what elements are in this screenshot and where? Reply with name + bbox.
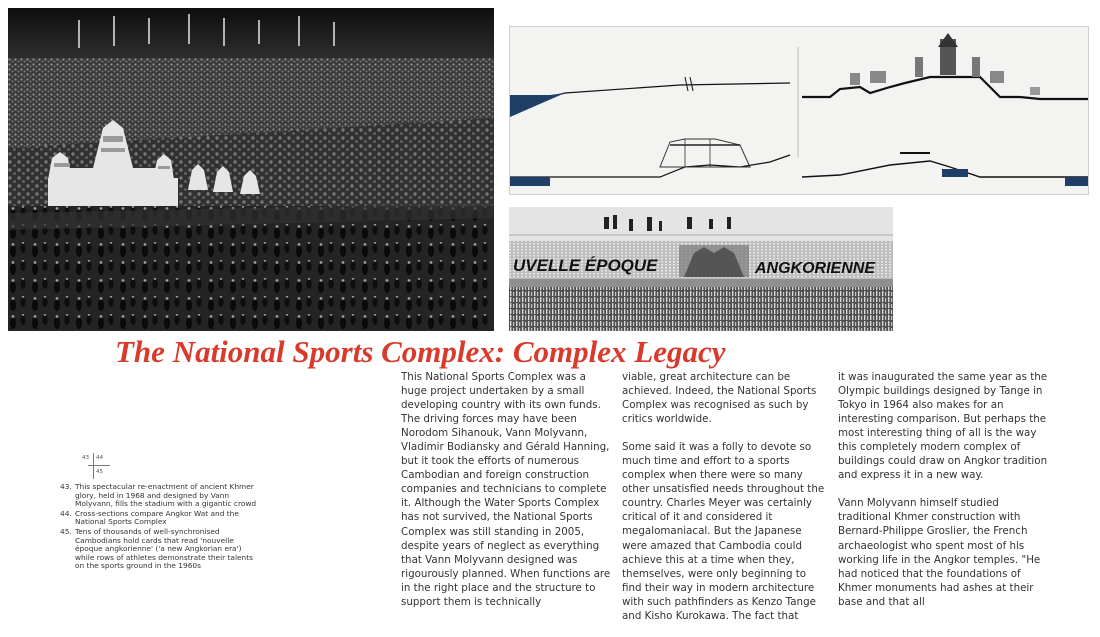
banner-word-1: UVELLE ÉPOQUE bbox=[513, 256, 658, 275]
nouvelle-epoque-banner-photo bbox=[509, 207, 893, 331]
figure-key-43: 43 bbox=[82, 455, 89, 461]
article-title: The National Sports Complex: Complex Legacy bbox=[115, 334, 726, 369]
cross-section-drawing bbox=[509, 26, 1089, 195]
caption-item bbox=[60, 483, 260, 509]
caption-item bbox=[60, 528, 260, 571]
stadium-reenactment-photo bbox=[8, 8, 494, 331]
body-column-2 bbox=[622, 370, 827, 637]
cross-section-diagram bbox=[510, 27, 1089, 195]
caption-text: Cross-sections compare Angkor Wat and the National Sports Complex bbox=[75, 508, 239, 527]
body-column-1 bbox=[401, 370, 611, 623]
caption-item bbox=[60, 510, 260, 527]
caption-number: 43. bbox=[60, 482, 72, 491]
figure-key-44: 44 bbox=[96, 455, 103, 461]
banner-scene bbox=[509, 207, 893, 331]
caption-text: This spectacular re-enactment of ancient Khmer glory, held in 1968 and designed by Vann Molyvann, fills the stadium with a gigantic crowd bbox=[75, 482, 257, 509]
body-paragraph: it was inaugurated the same year as the Olympic buildings designed by Tange in Tokyo in 1964 also makes for an interesting comparison. But perhaps the most interesting thing of all is the way this completely modern complex of buildings could draw on Angkor tradition and express it in a new way. bbox=[838, 371, 1048, 482]
figure-key-45: 45 bbox=[96, 469, 103, 475]
caption-number: 45. bbox=[60, 526, 72, 536]
stadium-scene bbox=[8, 8, 494, 331]
figure-key-vertical-rule bbox=[93, 453, 94, 479]
figure-key bbox=[82, 453, 128, 479]
body-paragraph: Vann Molyvann himself studied traditional Khmer construction with Bernard-Philippe Groslier, the French archaeologist who spent most of his working life in the Angkor temples. "He had noticed that the foundations of Khmer monuments had ashes at their base and that all bbox=[838, 497, 1041, 608]
figure-captions bbox=[60, 483, 260, 572]
banner-word-2: ANGKORIENNE bbox=[755, 260, 876, 277]
caption-number: 44. bbox=[60, 508, 72, 518]
body-paragraph: viable, great architecture can be achieved. Indeed, the National Sports Complex was recognised as such by critics worldwide. bbox=[622, 371, 817, 426]
body-column-3 bbox=[838, 370, 1048, 623]
body-paragraph: Some said it was a folly to devote so much time and effort to a sports complex when there were so many other unsatisfied needs throughout the country. Charles Meyer was certainly critical of it and considered it megalomaniacal. But the Japanese were amazed that Cambodia could achieve this at a time when they, themselves, were only beginning to find their way in modern architecture with such pathfinders as Kenzo Tange and Kisho Kurokawa. The fact that bbox=[622, 441, 825, 622]
caption-text: Tens of thousands of well-synchronised Cambodians hold cards that read 'nouvelle époque angkorienne' ('a new Angkorian era') while rows of athletes demonstrate their talents on the sports ground in the 1960s bbox=[75, 526, 253, 571]
body-paragraph: This National Sports Complex was a huge project undertaken by a small developing country with its own funds. The driving forces may have been Norodom Sihanouk, Vann Molyvann, Vladimir Bodiansky and Gérald Hanning, but it took the efforts of numerous Cambodian and foreign construction companies and technicians to complete it. Although the Water Sports Complex has not survived, the National Sports Complex was still standing in 2005, despite years of neglect as everything that Vann Molyvann designed was rigourously planned. When functions are in the right place and the structure to support them is technically bbox=[401, 371, 611, 608]
figure-key-horizontal-rule bbox=[88, 465, 110, 466]
